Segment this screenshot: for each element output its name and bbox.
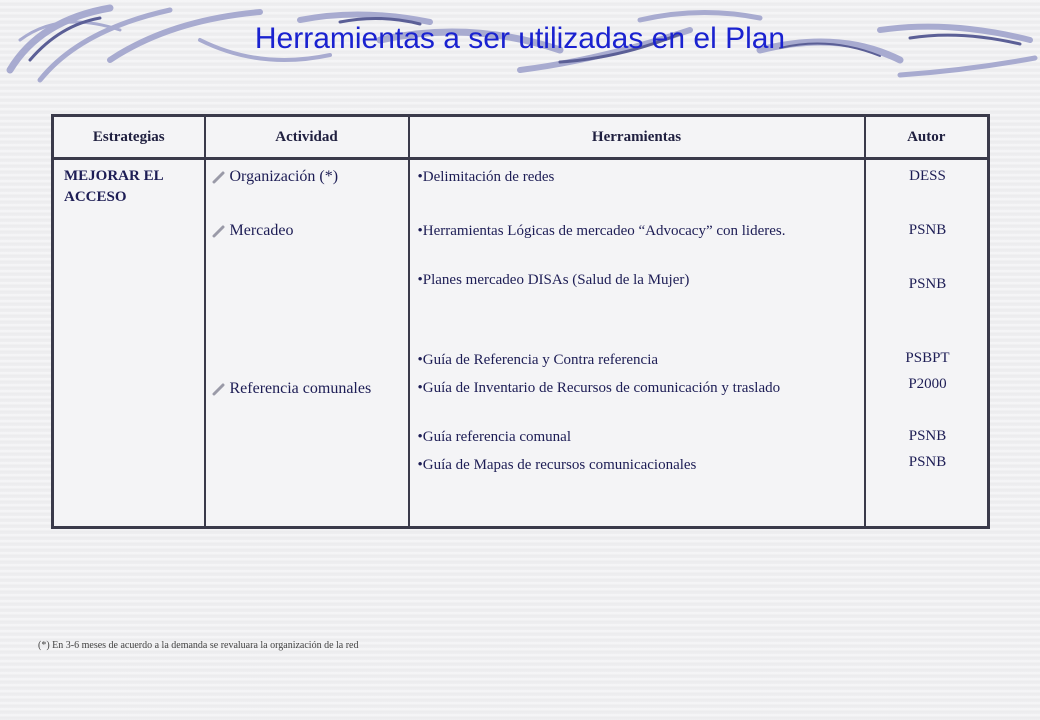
author-item: PSNB <box>908 276 947 292</box>
tool-item: •Guía referencia comunal <box>417 429 572 445</box>
tool-item: •Delimitación de redes <box>417 169 555 185</box>
author-item: PSNB <box>908 222 947 238</box>
author-item: DESS <box>909 168 946 184</box>
pencil-tick-icon <box>212 170 226 184</box>
tool-item: •Guía de Referencia y Contra referencia <box>417 352 659 368</box>
author-item: P2000 <box>908 376 947 392</box>
pencil-tick-icon <box>212 382 226 396</box>
activity-item <box>212 222 294 240</box>
tool-item: •Herramientas Lógicas de mercadeo “Advocacy” con lideres. <box>417 223 786 239</box>
strategy-label: MEJORAR EL ACCESO <box>64 168 163 205</box>
activity-label: Organización (*) <box>229 168 339 185</box>
author-cell <box>865 159 989 528</box>
tool-item: •Guía de Mapas de recursos comunicacionales <box>417 457 697 473</box>
activity-cell <box>205 159 409 528</box>
table-row <box>53 159 989 528</box>
author-item: PSBPT <box>905 350 950 366</box>
footnote: (*) En 3-6 meses de acuerdo a la demanda se revaluara la organización de la red <box>38 640 359 651</box>
header-autor: Autor <box>865 116 989 159</box>
header-herramientas: Herramientas <box>409 116 865 159</box>
activity-item <box>212 380 372 398</box>
pencil-tick-icon <box>212 224 226 238</box>
header-actividad: Actividad <box>205 116 409 159</box>
activity-label: Referencia comunales <box>229 380 372 397</box>
tools-cell <box>409 159 865 528</box>
activity-item <box>212 168 339 186</box>
tools-table <box>51 114 990 529</box>
author-item: PSNB <box>908 428 947 444</box>
table-header-row <box>53 116 989 159</box>
slide-title: Herramientas a ser utilizadas en el Plan <box>254 22 786 55</box>
header-estrategias: Estrategias <box>53 116 205 159</box>
author-item: PSNB <box>908 454 947 470</box>
tool-item: •Planes mercadeo DISAs (Salud de la Mujer) <box>417 272 690 288</box>
strategy-cell <box>53 159 205 528</box>
tool-item: •Guía de Inventario de Recursos de comunicación y traslado <box>417 380 781 396</box>
activity-label: Mercadeo <box>229 222 294 239</box>
